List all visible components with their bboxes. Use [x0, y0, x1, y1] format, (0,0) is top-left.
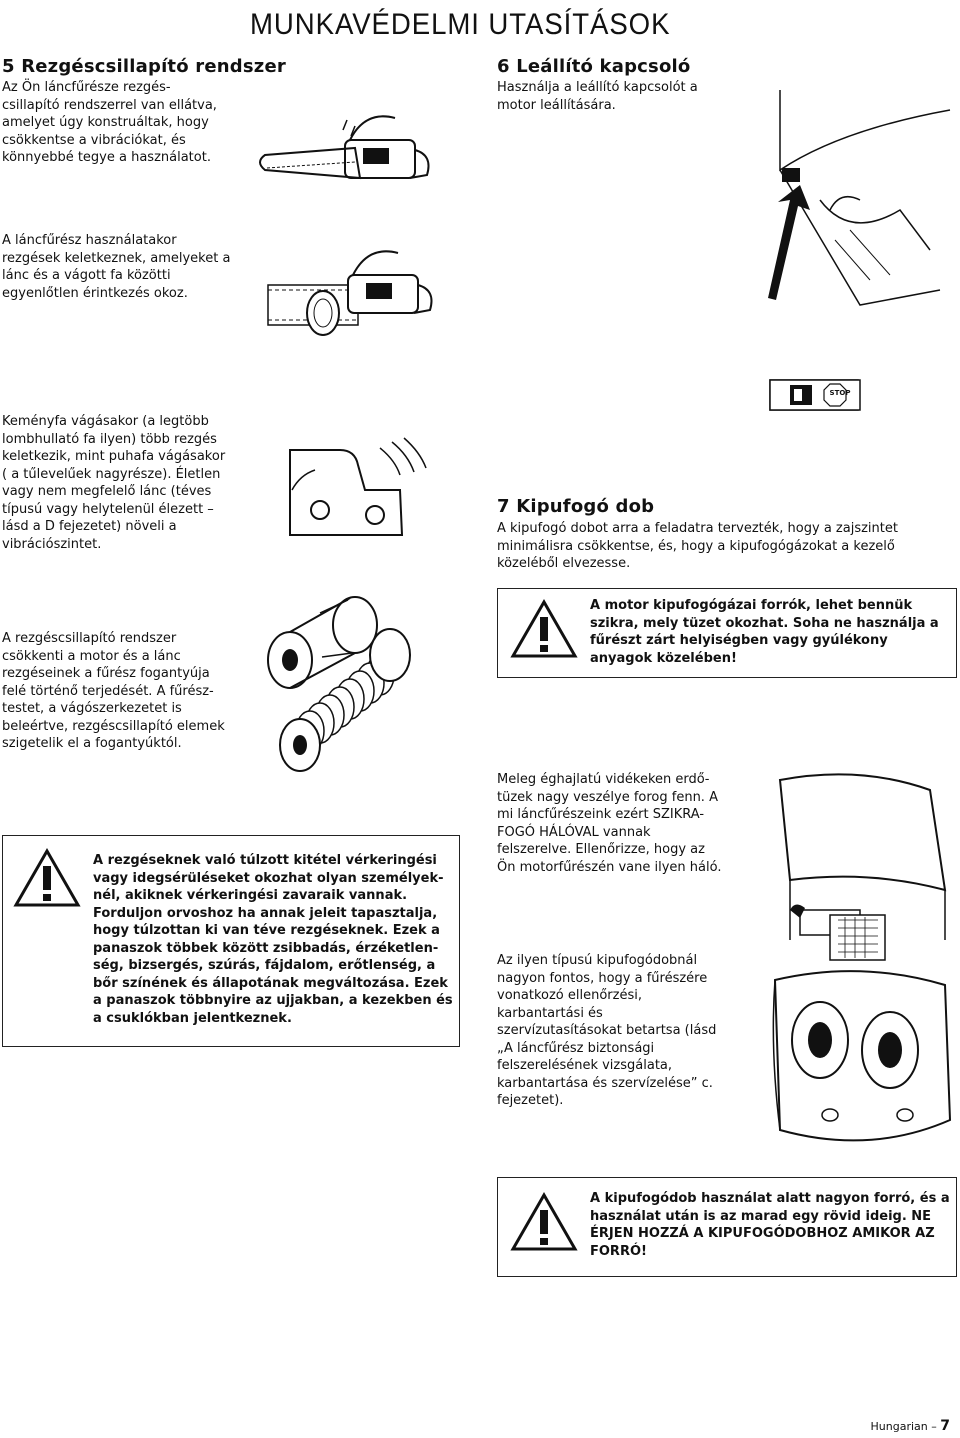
exhaust-warning-box [497, 588, 957, 678]
section-7-heading: 7 Kipufogó dob [497, 496, 655, 517]
page-footer [871, 1418, 950, 1434]
section-7-para-3: Az ilyen típusú kipufogódobnál nagyon fontos, hogy a fűrészére vonatkozó ellenőrzési, karbantartási és szervízutasításokat betartsa (lásd „A láncfűrész biztonsági felszerelésének vizsgálata, karbantartása és szervízelése” c. fejezetet). [497, 953, 717, 1108]
chainsaw-illustration [255, 100, 435, 190]
page-number: 7 [940, 1418, 950, 1434]
stop-label: STOP [829, 389, 851, 397]
chainsaw-cutting-illustration [268, 245, 438, 345]
hot-muffler-warning-box [497, 1177, 957, 1277]
section-5-para-2: A láncfűrész használatakor rezgések keletkeznek, amelyeket a lánc és a vágott fa közötti egyenlőtlen érintkezés okoz. [2, 233, 231, 301]
stop-switch-illustration [740, 90, 960, 410]
section-7-text: A kipufogó dobot arra a feladatra tervezték, hogy a zajszintet minimálisra csökkentse, és, hogy a kipufogógázokat a kezelő közeléből elvezesse. [497, 521, 898, 571]
section-5-heading: 5 Rezgéscsillapító rendszer [2, 56, 286, 77]
page-title: MUNKAVÉDELMI UTASÍTÁSOK [250, 8, 671, 41]
warning-triangle-icon [13, 848, 81, 908]
warning-triangle-icon [510, 599, 578, 659]
hot-muffler-warning-text: A kipufogódob használat alatt nagyon forró, és a használat után is az marad egy rövid ideig. NE ÉRJEN HOZZÁ A KIPUFOGÓDOBHOZ AMIKOR AZ FORRÓ! [590, 1191, 950, 1259]
footer-separator: – [931, 1420, 937, 1433]
section-6-text: Használja a leállító kapcsolót a motor leállítására. [497, 80, 698, 113]
vibration-damper-illustration [260, 595, 450, 785]
section-5-intro: Az Ön láncfűrésze rezgés-csillapító rendszerrel van ellátva, amelyet úgy konstruáltak, hogy csökkentse a vibrációkat, és könnyebbé tegye a használatot. [2, 80, 217, 165]
vibration-warning-text: A rezgéseknek való túlzott kitétel vérkeringési vagy idegsérüléseket okozhat olyan személyek-nél, akiknek vérkeringési zavaraik vannak. Forduljon orvoshoz ha annak jeleit tapasztalja, hogy túlzottan ki van téve rezgéseknek. Ezek a panaszok többek között zsibbadás, érzéketlen-ség, bizsergés, szúrás, fájdalom, erőtlenség, a bőr színének és állapotának megváltozása. Ezek a panaszok többnyire az ujjakban, a kezekben és a csuklókban jelentkeznek. [93, 853, 453, 1026]
muffler-illustration [760, 770, 960, 1160]
exhaust-warning-text: A motor kipufogógázai forrók, lehet bennük szikra, mely tüzet okozhat. Soha ne használja a fűrészt zárt helyiségben vagy gyúlékony anyagok közelében! [590, 598, 939, 666]
section-6-heading: 6 Leállító kapcsoló [497, 56, 691, 77]
warning-triangle-icon [510, 1192, 578, 1252]
section-5-para-3: Keményfa vágásakor (a legtöbb lombhullató fa ilyen) több rezgés keletkezik, mint puhafa vágásakor ( a tűlevelűek nagyrésze). Életlen vagy nem megfelelő lánc (téves típusú vagy helytelenül élezett – lásd a D fejezetet) növeli a vibrációszintet. [2, 414, 226, 552]
section-5-para-4: A rezgéscsillapító rendszer csökkenti a motor és a lánc rezgéseinek a fűrész fogantyúja felé történő terjedését. A fűrész-testet, a vágószerkezetet is beleértve, rezgéscsillapító elemek szigetelik el a fogantyúktól. [2, 631, 225, 751]
section-7-para-2: Meleg éghajlatú vidékeken erdő-tüzek nagy veszélye forog fenn. A mi láncfűrészeink ezért SZIKRA-FOGÓ HÁLÓVAL vannak felszerelve. Ellenőrizze, hogy az Ön motorfűrészén vane ilyen háló. [497, 772, 722, 875]
footer-language: Hungarian [870, 1420, 928, 1433]
saw-chain-illustration [280, 430, 440, 560]
vibration-warning-box [2, 835, 460, 1047]
